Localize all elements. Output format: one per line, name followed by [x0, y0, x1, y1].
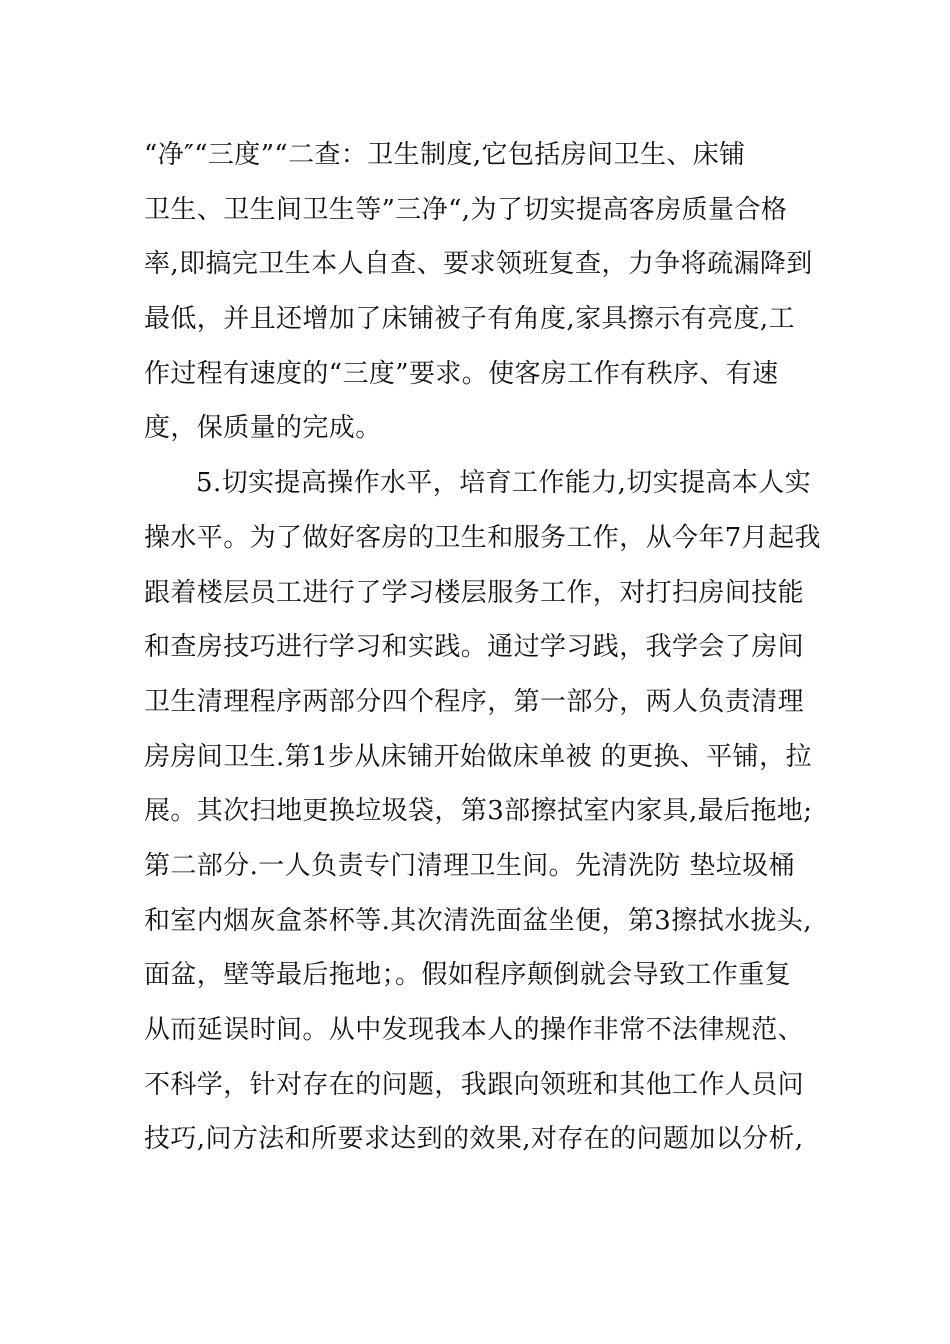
text-line: 第二部分.一人负责专门清理卫生间。先清洗防 垫垃圾桶 — [144, 851, 795, 881]
text-line: 和查房技巧进行学习和实践。通过学习践，我学会了房间 — [144, 632, 805, 662]
text-line: 作过程有速度的“三度”要求。使客房工作有秩序、有速 — [144, 359, 779, 389]
text-line: 展。其次扫地更换垃圾袋，第3部擦拭室内家具,最后拖地; — [144, 796, 813, 826]
text-line: 操水平。为了做好客房的卫生和服务工作，从今年7月起我 — [144, 523, 821, 553]
text-line: “净″“三度”“二查：卫生制度,它包括房间卫生、床铺 — [144, 140, 746, 170]
text-line: 从而延误时间。从中发现我本人的操作非常不法律规范、 — [144, 1015, 805, 1045]
text-line: 卫生清理程序两部分四个程序，第一部分，两人负责清理 — [144, 687, 805, 717]
text-line: 卫生、卫生间卫生等”三净“,为了切实提高客房质量合格 — [144, 195, 788, 225]
text-line: 面盆，壁等最后拖地；。假如程序颠倒就会导致工作重复 — [144, 960, 792, 990]
text-line: 最低，并且还增加了床铺被子有角度,家具擦示有亮度,工 — [144, 304, 795, 334]
paragraph-first-line: 5.切实提高操作水平，培育工作能力,切实提高本人实 — [196, 468, 812, 498]
text-line: 技巧,问方法和所要求达到的效果,对存在的问题加以分析, — [144, 1124, 804, 1154]
text-line: 率,即搞完卫生本人自查、要求领班复查，力争将疏漏降到 — [144, 249, 813, 279]
text-line: 度，保质量的完成。 — [144, 413, 382, 443]
text-line: 跟着楼层员工进行了学习楼层服务工作，对打扫房间技能 — [144, 578, 805, 608]
text-line: 和室内烟灰盒茶杯等.其次清洗面盆坐便，第3擦拭水拢头, — [144, 906, 812, 936]
text-line: 不科学，针对存在的问题，我跟向领班和其他工作人员问 — [144, 1070, 805, 1100]
text-line: 房房间卫生.第1步从床铺开始做床单被 的更换、平铺，拉 — [144, 742, 812, 772]
